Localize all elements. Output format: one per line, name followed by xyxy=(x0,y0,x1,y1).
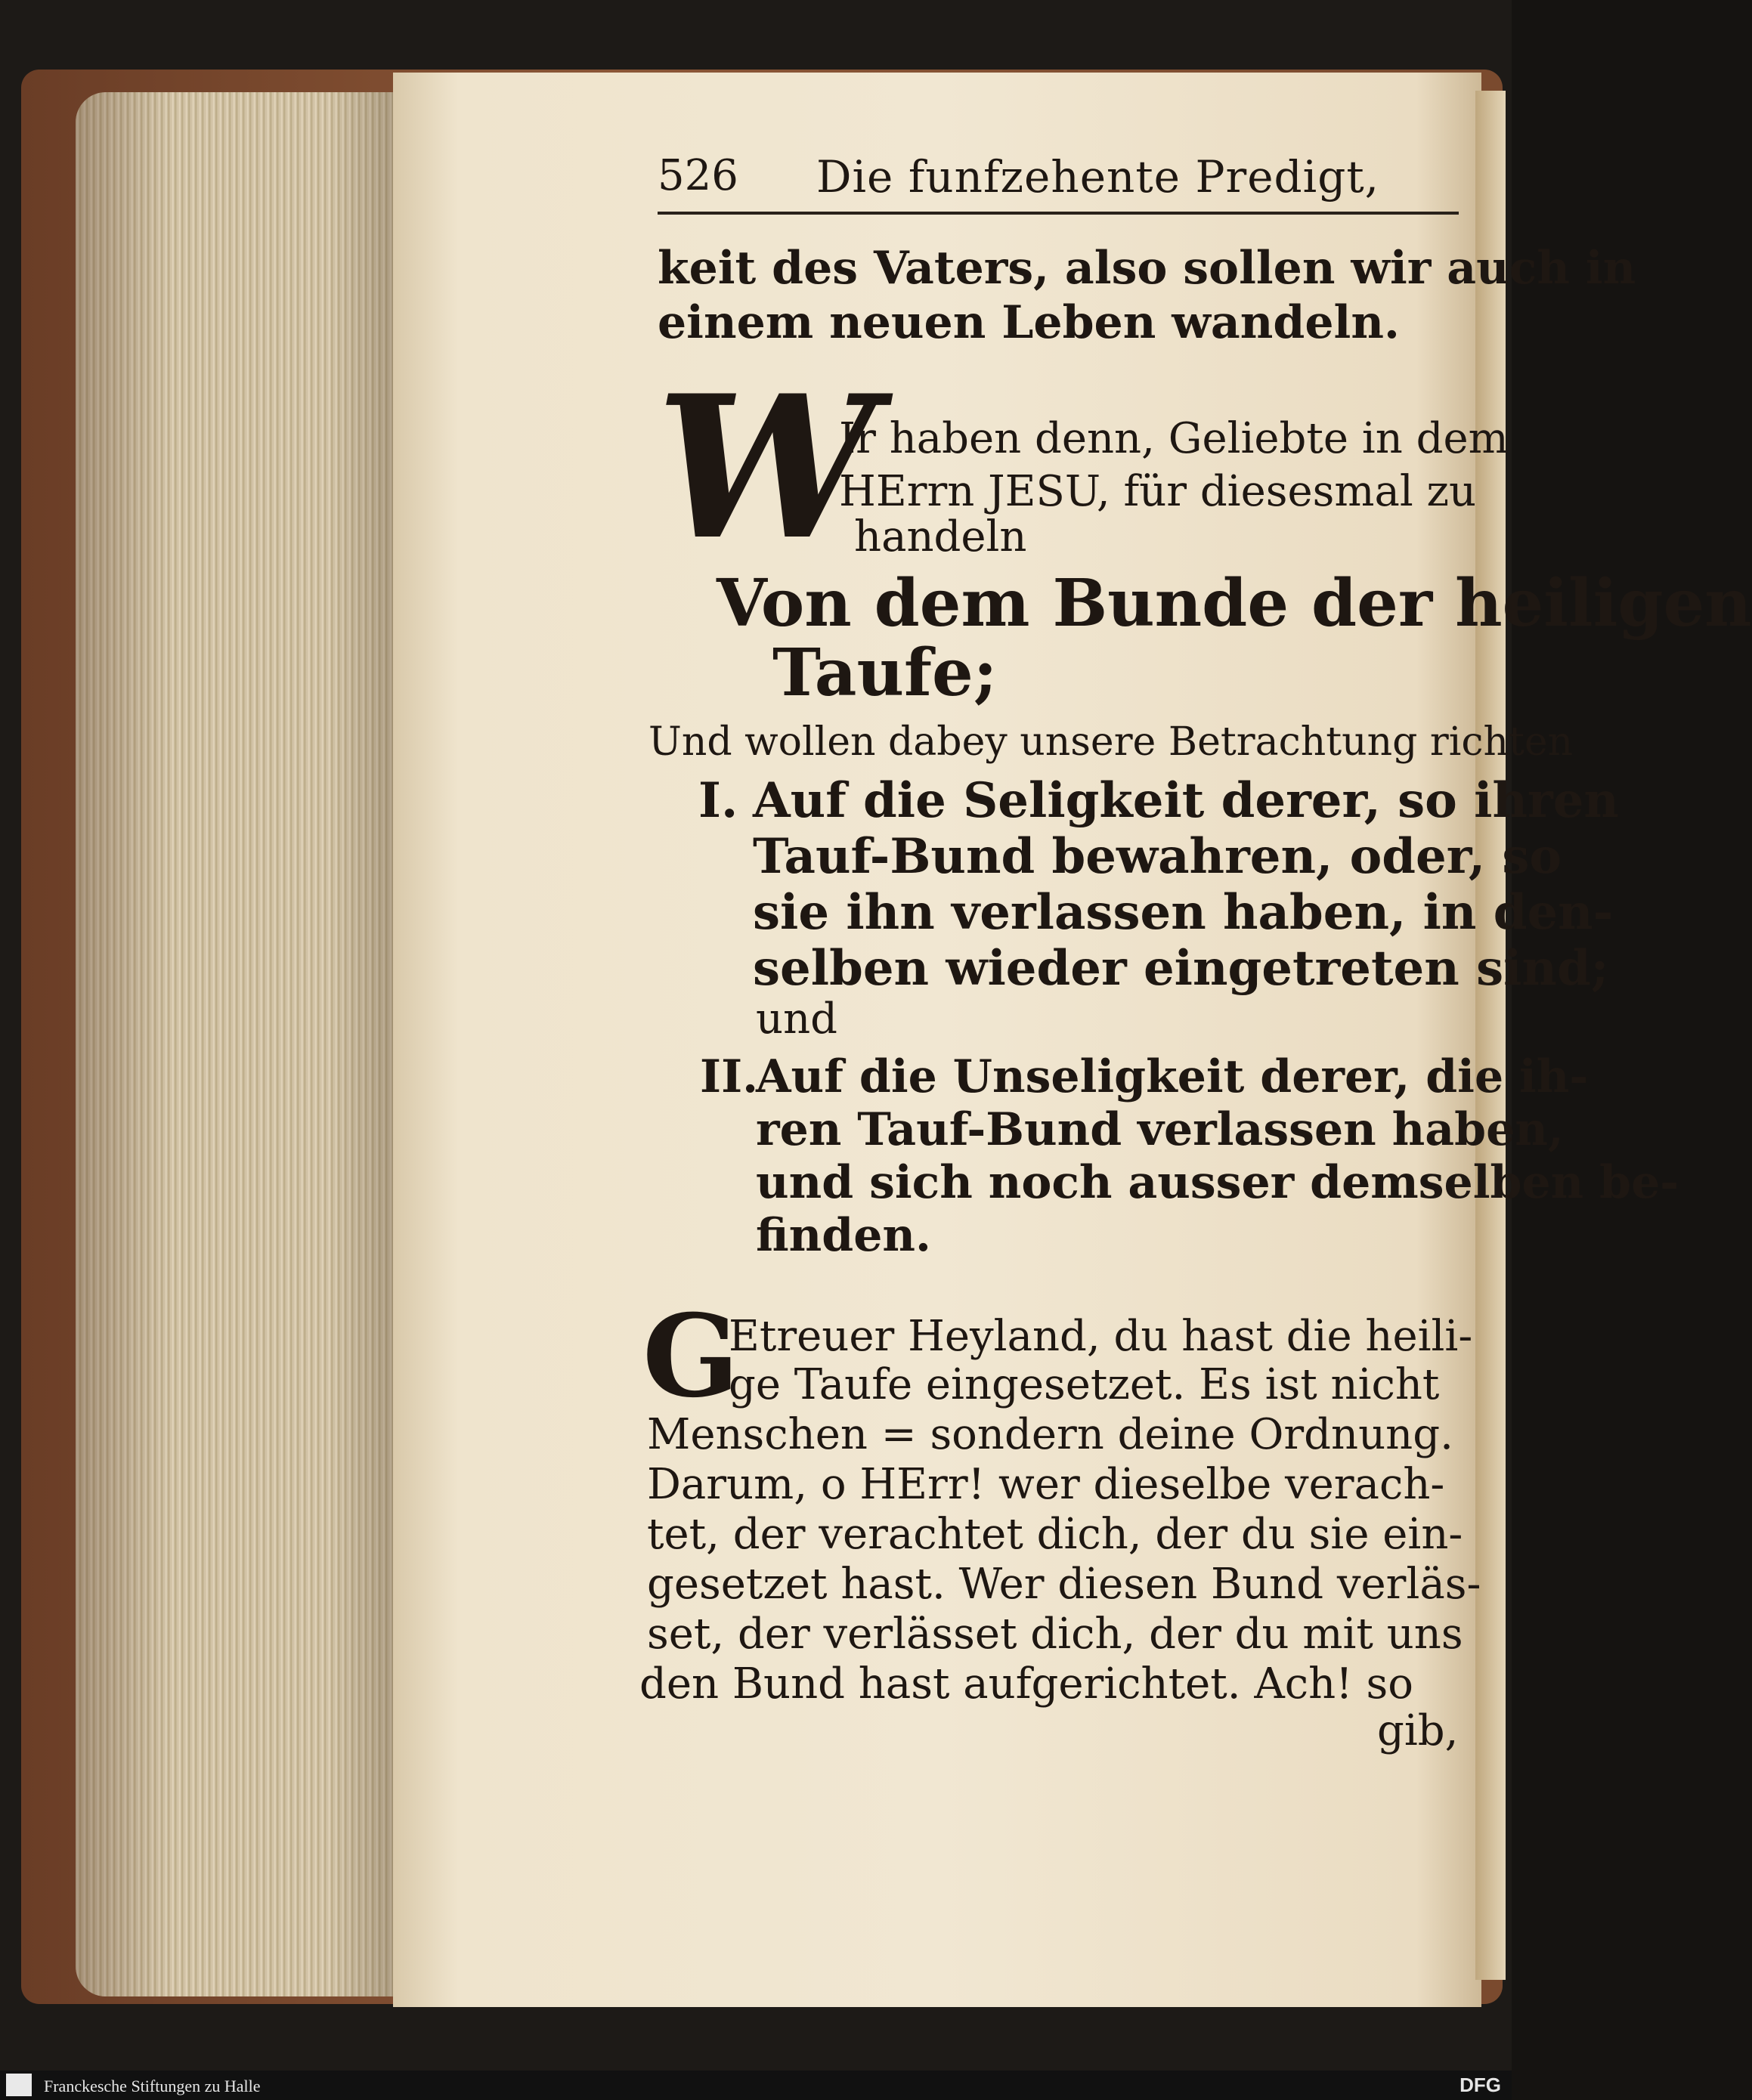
sermon-theme: Von dem Bunde der heiligen xyxy=(717,565,1752,642)
page-block-shade xyxy=(76,92,393,1996)
text-line: set, der verlässet dich, der du mit uns xyxy=(647,1610,1463,1659)
text-line: Auf die Unseligkeit derer, die ih- xyxy=(756,1050,1589,1103)
catchword: gib, xyxy=(1377,1706,1459,1755)
sermon-theme: Taufe; xyxy=(772,635,998,711)
text-line: Darum, o HErr! wer dieselbe verach- xyxy=(647,1460,1445,1509)
text-line: Etreuer Heyland, du hast die heili- xyxy=(729,1312,1473,1361)
text-line: Ir haben denn, Geliebte in dem xyxy=(839,414,1509,463)
text-line: und sich noch ausser demselben be- xyxy=(756,1156,1679,1209)
institution-name: Franckesche Stiftungen zu Halle xyxy=(44,2077,261,2095)
header-rule xyxy=(658,212,1459,215)
ornamental-initial: W xyxy=(656,353,877,583)
page-number: 526 xyxy=(658,151,738,200)
running-header xyxy=(658,151,1459,212)
text-line: Menschen = sondern deine Ordnung. xyxy=(647,1410,1453,1459)
dfg-badge: DFG xyxy=(1459,2074,1501,2096)
text-line: finden. xyxy=(756,1209,931,1262)
initial-letter: G xyxy=(642,1290,740,1423)
text-line: HErrn JESU, für diesesmal zu xyxy=(839,467,1477,516)
facing-page-edge xyxy=(1475,91,1506,1980)
book-page xyxy=(393,73,1481,2007)
text-line: Und wollen dabey unsere Betrachtung richten xyxy=(648,719,1574,765)
institution-logo-icon xyxy=(6,2074,32,2096)
text-line: gesetzet hast. Wer diesen Bund verläs- xyxy=(647,1560,1481,1609)
text-line: einem neuen Leben wandeln. xyxy=(658,296,1400,349)
point-label: II. xyxy=(700,1050,759,1103)
text-line: und xyxy=(756,994,837,1044)
text-line: handeln xyxy=(854,512,1027,561)
text-line: Tauf-Bund bewahren, oder, so xyxy=(753,828,1562,885)
text-line: ren Tauf-Bund verlassen haben, xyxy=(756,1103,1564,1156)
running-title: Die funfzehente Predigt, xyxy=(816,151,1380,203)
text-line: den Bund hast aufgerichtet. Ach! so xyxy=(639,1659,1413,1709)
text-line: selben wieder eingetreten sind; xyxy=(753,940,1609,997)
point-label: I. xyxy=(698,772,738,829)
text-line: tet, der verachtet dich, der du sie ein- xyxy=(647,1510,1463,1559)
text-line: Auf die Seligkeit derer, so ihren xyxy=(753,772,1619,829)
text-line: ge Taufe eingesetzet. Es ist nicht xyxy=(729,1360,1440,1409)
text-line: sie ihn verlassen haben, in den- xyxy=(753,884,1614,941)
text-line: keit des Vaters, also sollen wir auch in xyxy=(658,242,1636,295)
